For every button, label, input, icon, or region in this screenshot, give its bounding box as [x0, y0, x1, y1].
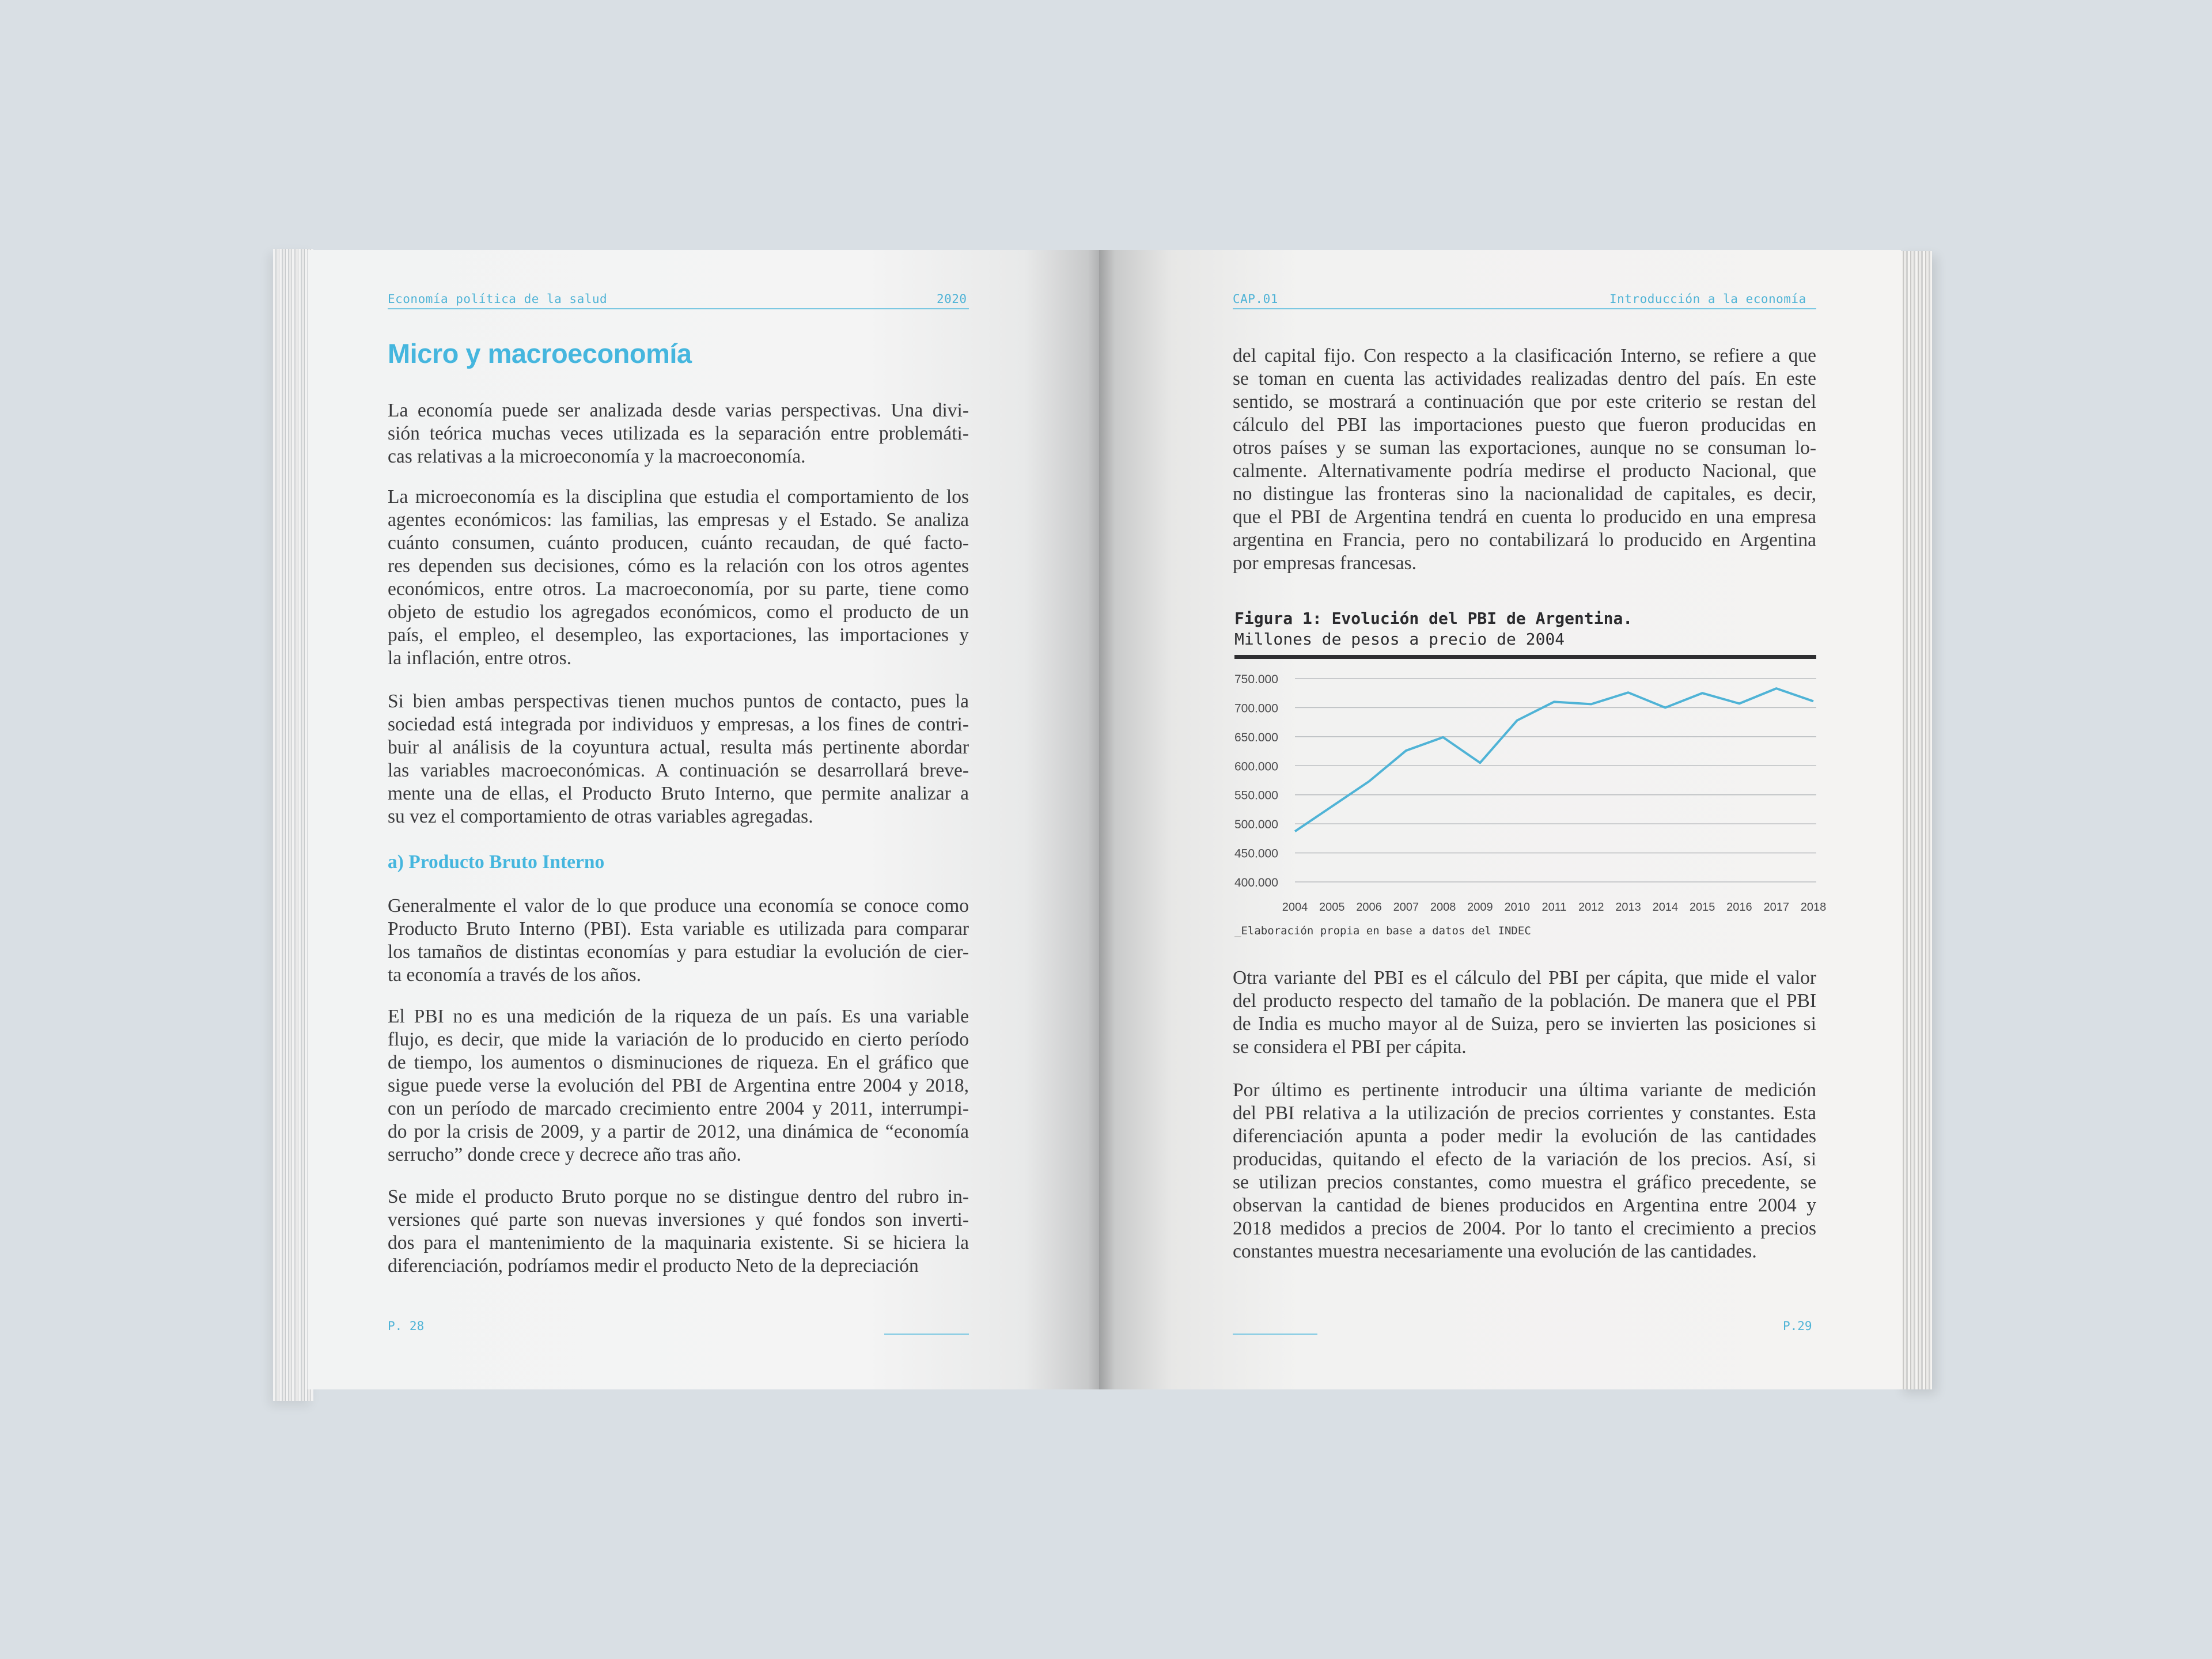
page-number-right: P.29: [1783, 1319, 1812, 1333]
section-subheading: a) Producto Bruto Interno: [388, 851, 605, 873]
text-line: se considera el PBI per cápita.: [1233, 1036, 1467, 1058]
x-tick-label: 2013: [1615, 901, 1641, 914]
y-tick-label: 750.000: [1234, 673, 1278, 686]
text-line: versiones qué parte son nuevas inversiones y qué fondos son inverti-: [388, 1209, 969, 1230]
text-line: cas relativas a la microeconomía y la macroeconomía.: [388, 446, 806, 467]
text-line: del capital fijo. Con respecto a la clasificación Interno, se refiere a que: [1233, 345, 1816, 366]
text-line: no distingue las fronteras sino la nacionalidad de capitales, es decir,: [1233, 483, 1816, 505]
text-line: del PBI relativa a la utilización de precios corrientes y constantes. Esta: [1233, 1103, 1816, 1124]
text-line: otros países y se suman las exportaciones, aunque no se consuman lo-: [1233, 437, 1816, 459]
text-line: diferenciación, podríamos medir el producto Neto de la depreciación: [388, 1255, 919, 1277]
y-tick-label: 600.000: [1234, 760, 1278, 774]
page-stack-right: [1899, 251, 1932, 1389]
text-line: buir al análisis de la coyuntura actual, resulta más pertinente abordar: [388, 737, 969, 758]
running-header-chapter: CAP.01: [1233, 292, 1278, 306]
text-line: con un período de marcado crecimiento entre 2004 y 2011, interrumpi-: [388, 1098, 969, 1119]
text-line: sigue puede verse la evolución del PBI de Argentina entre 2004 y 2018,: [388, 1075, 969, 1096]
text-line: 2018 medidos a precios de 2004. Por lo tanto el crecimiento a precios: [1233, 1218, 1816, 1239]
y-tick-label: 450.000: [1234, 847, 1278, 861]
paragraph-6: [388, 1185, 969, 1278]
text-line: agentes económicos: las familias, las empresas y el Estado. Se analiza: [388, 509, 969, 531]
running-header-year: 2020: [937, 292, 967, 306]
text-line: ta economía a través de los años.: [388, 964, 641, 986]
text-line: de India es mucho mayor al de Suiza, pero se invierten las posiciones si: [1233, 1013, 1816, 1035]
text-line: serrucho” donde crece y decrece año tras año.: [388, 1144, 741, 1165]
series-line-pbi: [1295, 688, 1813, 831]
x-tick-label: 2010: [1504, 901, 1530, 914]
x-tick-label: 2016: [1726, 901, 1752, 914]
text-line: se toman en cuenta las actividades realizadas dentro del país. En este: [1233, 368, 1816, 389]
text-line: del producto respecto del tamaño de la población. De manera que el PBI: [1233, 990, 1816, 1012]
text-line: dos para el mantenimiento de la maquinaria existente. Si se hiciera la: [388, 1232, 969, 1253]
paragraph-4: [388, 895, 969, 987]
text-line: mente una de ellas, el Producto Bruto Interno, que permite analizar a: [388, 783, 969, 804]
text-line: las variables macroeconómicas. A continuación se desarrollará breve-: [388, 760, 969, 781]
page-number-left: P. 28: [388, 1319, 425, 1333]
y-tick-label: 400.000: [1234, 876, 1278, 889]
text-line: se utilizan precios constantes, como muestra el gráfico precedente, se: [1233, 1172, 1816, 1193]
x-tick-label: 2009: [1467, 901, 1493, 914]
figure-source: _Elaboración propia en base a datos del INDEC: [1234, 925, 1531, 937]
x-tick-label: 2004: [1282, 901, 1308, 914]
text-line: producidas, quitando el efecto de la variación de los precios. Así, si: [1233, 1149, 1816, 1170]
pbi-line-chart: [1227, 662, 1827, 922]
x-tick-label: 2015: [1689, 901, 1715, 914]
text-line: La microeconomía es la disciplina que estudia el comportamiento de los: [388, 486, 969, 507]
text-line: diferenciación apunta a poder medir la evolución de las cantidades: [1233, 1126, 1816, 1147]
text-line: sociedad está integrada por individuos y empresas, a los fines de contri-: [388, 714, 969, 735]
y-tick-label: 700.000: [1234, 702, 1278, 715]
x-tick-label: 2007: [1393, 901, 1419, 914]
text-line: objeto de estudio los agregados económicos, como el producto de un: [388, 601, 969, 623]
text-line: económicos, entre otros. La macroeconomía, por su parte, tiene como: [388, 578, 969, 600]
text-line: calmente. Alternativamente podría medirse el producto Nacional, que: [1233, 460, 1816, 482]
x-tick-label: 2005: [1319, 901, 1345, 914]
page-title: Micro y macroeconomía: [388, 338, 692, 369]
paragraph-7: [1233, 344, 1816, 575]
text-line: El PBI no es una medición de la riqueza de un país. Es una variable: [388, 1006, 969, 1027]
text-line: que el PBI de Argentina tendrá en cuenta lo producido en una empresa: [1233, 506, 1816, 528]
text-line: los tamaños de distintas economías y para estudiar la evolución de cier-: [388, 941, 969, 963]
paragraph-5: [388, 1005, 969, 1166]
header-rule-left: [388, 308, 969, 309]
figure-rule: [1234, 655, 1816, 659]
text-line: de tiempo, los aumentos o disminuciones de riqueza. En el gráfico que: [388, 1052, 969, 1073]
running-header-title: Economía política de la salud: [388, 292, 608, 306]
text-line: cálculo del PBI las importaciones puesto que fueron producidas en: [1233, 414, 1816, 435]
x-tick-label: 2006: [1356, 901, 1382, 914]
x-tick-label: 2017: [1763, 901, 1789, 914]
y-tick-label: 550.000: [1234, 789, 1278, 802]
text-line: Se mide el producto Bruto porque no se distingue dentro del rubro in-: [388, 1186, 969, 1207]
x-tick-label: 2018: [1800, 901, 1827, 914]
paragraph-8: [1233, 967, 1816, 1059]
text-line: cuánto consumen, cuánto producen, cuánto recaudan, de qué facto-: [388, 532, 969, 554]
text-line: observan la cantidad de bienes producidos en Argentina entre 2004 y: [1233, 1195, 1816, 1216]
x-tick-label: 2008: [1430, 901, 1456, 914]
y-tick-label: 500.000: [1234, 818, 1278, 832]
paragraph-2: [388, 486, 969, 670]
x-tick-label: 2011: [1541, 901, 1567, 914]
text-line: argentina en Francia, pero no contabilizará lo producido en Argentina: [1233, 529, 1816, 551]
text-line: Por último es pertinente introducir una última variante de medición: [1233, 1080, 1816, 1101]
text-line: país, el empleo, el desempleo, las exportaciones, las importaciones y: [388, 624, 969, 646]
text-line: sión teórica muchas veces utilizada es la separación entre problemáti-: [388, 423, 969, 444]
text-line: La economía puede ser analizada desde varias perspectivas. Una divi-: [388, 400, 969, 421]
text-line: res dependen sus decisiones, cómo es la relación con los otros agentes: [388, 555, 969, 577]
x-tick-label: 2012: [1578, 901, 1604, 914]
folio-rule-right: [1233, 1334, 1317, 1335]
text-line: constantes muestra necesariamente una evolución de las cantidades.: [1233, 1241, 1757, 1262]
text-line: flujo, es decir, que mide la variación de lo producido en cierto período: [388, 1029, 969, 1050]
figure-title: Figura 1: Evolución del PBI de Argentina.: [1234, 609, 1633, 628]
y-tick-label: 650.000: [1234, 730, 1278, 744]
paragraph-3: [388, 690, 969, 828]
text-line: Generalmente el valor de lo que produce una economía se conoce como: [388, 895, 969, 916]
text-line: Producto Bruto Interno (PBI). Esta variable es utilizada para comparar: [388, 918, 969, 940]
header-rule-right: [1233, 308, 1816, 309]
figure-subtitle: Millones de pesos a precio de 2004: [1234, 630, 1565, 649]
text-line: por empresas francesas.: [1233, 552, 1417, 574]
text-line: do por la crisis de 2009, y a partir de 2012, una dinámica de “economía: [388, 1121, 969, 1142]
text-line: la inflación, entre otros.: [388, 647, 572, 669]
text-line: su vez el comportamiento de otras variables agregadas.: [388, 806, 813, 827]
paragraph-1: [388, 399, 969, 468]
text-line: Si bien ambas perspectivas tienen muchos puntos de contacto, pues la: [388, 691, 969, 712]
text-line: sentido, se mostrará a continuación que por este criterio se restan del: [1233, 391, 1816, 412]
running-header-section: Introducción a la economía: [1609, 292, 1806, 306]
x-tick-label: 2014: [1652, 901, 1679, 914]
text-line: Otra variante del PBI es el cálculo del PBI per cápita, que mide el valor: [1233, 967, 1816, 988]
folio-rule-left: [884, 1334, 969, 1335]
paragraph-9: [1233, 1079, 1816, 1263]
